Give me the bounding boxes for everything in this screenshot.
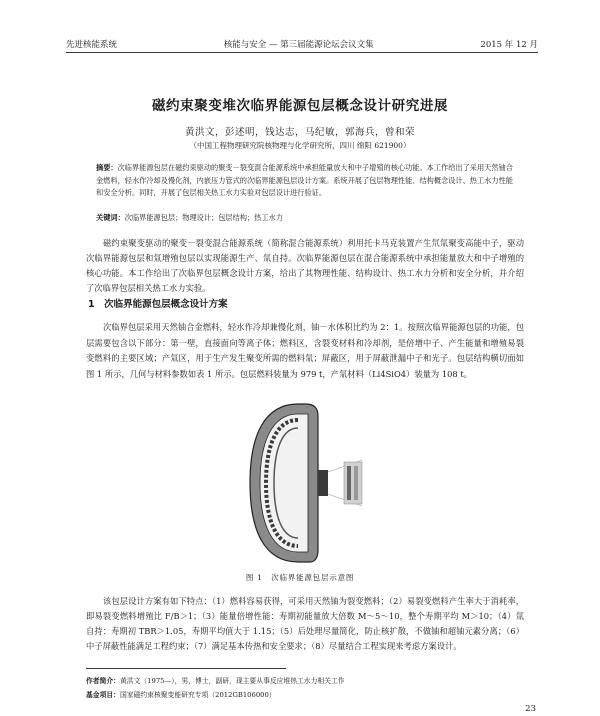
footnote-rule xyxy=(86,668,286,669)
detail-inset-layer xyxy=(354,466,358,500)
outboard-port xyxy=(318,470,328,496)
abstract-text: 次临界能源包层在磁约束驱动的聚变－裂变混合能源系统中承担能量放大和中子增殖的核心功能。本工作给出了采用天然铀合金燃料，轻水作冷却及慢化剂，内嵌压力管式的次临界能源包层设计方案。系统开展了包层物理性能、结构概念设计、热工水力性能和安全分析。同时，开展了包层相关热工水力实验对包层设计进行验证。 xyxy=(96,163,513,197)
intro-paragraph: 磁约束聚变驱动的聚变－裂变混合能源系统（简称混合能源系统）利用托卡马克装置产生氘氚聚变高能中子，驱动次临界能源包层和氚增殖包层以实现能源生产、氚自持。次临界能源包层在混合能源系统中承担能量放大和中子增殖的核心功能。本工作给出了次临界包层概念设计方案，给出了其物理性能、结构设计、热工水力分析和安全分析，并介绍了次临界包层相关热工水力实验。 xyxy=(86,238,524,293)
section-1-paragraph: 次临界包层采用天然铀合金燃料，轻水作冷却兼慢化剂，铀－水体积比约为 2：1。按照次临界能源包层的功能，包层需要包含以下部分：第一壁，直接面向等离子体；燃料区，含裂变材料和冷却剂，是倍增中子、产生能量和增殖易裂变燃料的主要区域；产氚区，用于生产发生聚变所需的燃料氚；屏蔽区，用于屏蔽泄漏中子和光子。包层结构横切面如图 1 所示，几何与材料参数如表 1 所示。包层燃料装量为 979 t，产氚材料（Li4SiO4）装量为 108 t。 xyxy=(86,322,524,379)
detail-inset-layer xyxy=(347,466,351,500)
page-number: 23 xyxy=(525,704,536,714)
keywords-text: 次临界能源包层；物理设计；包层结构；热工水力 xyxy=(124,213,283,222)
header-center: 核能与安全 — 第三届能源论坛会议文集 xyxy=(223,40,374,50)
features-paragraph: 该包层设计方案有如下特点：（1）燃料容易获得，可采用天然铀为裂变燃料；（2）易裂变燃料产生率大于消耗率，即易裂变燃料增殖比 F/B＞1；（3）能量倍增性能：寿期初能量放大倍数 M～5～10，整个寿期平均 M＞10；（4）氚自持：寿期初 TBR＞1.05，寿期平均值大于 1.15；（5）后处理尽量简化，防止核扩散，不做铀和超铀元素分离；（6）中子屏蔽性能满足工程约束；（7）满足基本传热和安全要求；（8）尽量结合工程实现来考虑方案设计。 xyxy=(86,596,524,651)
keywords-label: 关键词： xyxy=(96,213,125,222)
section-1-heading: 1 次临界能源包层概念设计方案 xyxy=(88,299,228,310)
abstract xyxy=(96,162,514,200)
paper-title: 磁约束聚变堆次临界能源包层概念设计研究进展 xyxy=(151,98,449,114)
author-footnote-text: 黄洪文（1975—），男，博士，副研，现主要从事反应堆热工水力相关工作 xyxy=(119,677,345,685)
blanket-cross-section-diagram xyxy=(244,400,364,566)
keywords xyxy=(96,212,514,224)
fund-footnote-label: 基金项目： xyxy=(86,691,120,699)
paper-authors: 黄洪文，彭述明，钱达志，马纪敏，郭海兵，曾和荣 xyxy=(184,127,415,138)
header-left: 先进核能系统 xyxy=(66,40,118,50)
running-header xyxy=(66,38,538,50)
blanket-figure xyxy=(244,400,364,570)
abstract-label: 摘要： xyxy=(96,163,118,172)
author-footnote xyxy=(86,675,345,685)
header-right: 2015 年 12 月 xyxy=(480,40,538,50)
detail-inset xyxy=(344,462,362,504)
fund-footnote xyxy=(86,689,276,699)
figure-1-caption: 图 1 次临界能源包层示意图 xyxy=(245,573,355,582)
paper-affiliation: （中国工程物理研究院核物理与化学研究所，四川 绵阳 621900） xyxy=(189,141,411,150)
author-footnote-label: 作者简介： xyxy=(86,677,120,685)
fund-footnote-text: 国家磁约束核聚变能研究专项（2012GB106000） xyxy=(119,691,276,699)
header-rule xyxy=(66,52,538,53)
